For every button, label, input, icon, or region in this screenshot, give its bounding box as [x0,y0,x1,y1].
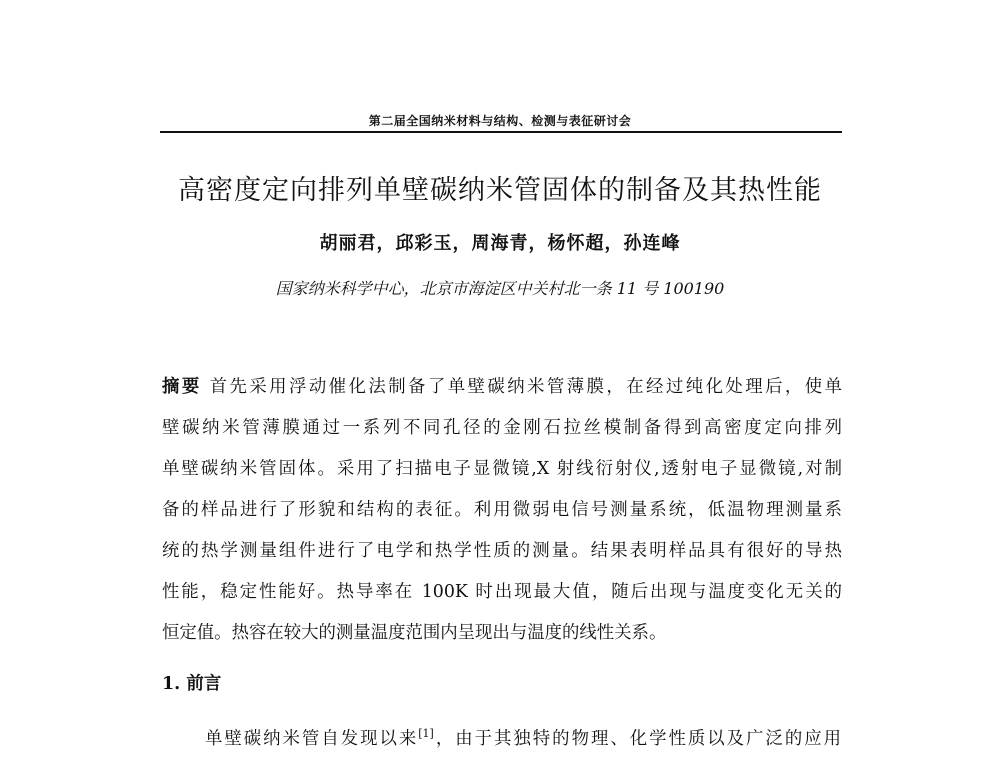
abstract-line: 单壁碳纳米管固体。采用了扫描电子显微镜,X 射线衍射仪,透射电子显微镜,对制 [162,459,842,479]
affiliation: 国家纳米科学中心，北京市海淀区中关村北一条 11 号 100190 [275,279,725,298]
body-text: 单壁碳纳米管自发现以来 [205,729,419,749]
abstract-line: 性能，稳定性能好。热导率在 100K 时出现最大值，随后出现与温度变化无关的 [162,582,842,602]
body-text-line [205,724,841,749]
running-header: 第二届全国纳米材料与结构、检测与表征研讨会 [368,114,632,128]
author-list: 胡丽君，邱彩玉，周海青，杨怀超，孙连峰 [319,233,681,254]
body-text: ，由于其独特的物理、化学性质以及广泛的应用 [433,729,841,749]
abstract-line: 恒定值。热容在较大的测量温度范围内呈现出与温度的线性关系。 [162,623,667,643]
paper-title: 高密度定向排列单壁碳纳米管固体的制备及其热性能 [178,175,822,206]
abstract-line [162,367,842,408]
citation-marker: [1] [418,727,434,741]
abstract-text: 首先采用浮动催化法制备了单壁碳纳米管薄膜，在经过纯化处理后，使单 [209,377,842,397]
abstract-line: 备的样品进行了形貌和结构的表征。利用微弱电信号测量系统，低温物理测量系 [162,500,842,520]
header-rule [160,131,842,133]
abstract-label: 摘要 [162,377,202,397]
section-heading: 1. 前言 [162,674,222,694]
abstract-line: 壁碳纳米管薄膜通过一系列不同孔径的金刚石拉丝模制备得到高密度定向排列 [162,418,842,438]
abstract [162,367,842,654]
abstract-line: 统的热学测量组件进行了电学和热学性质的测量。结果表明样品具有很好的导热 [162,541,842,561]
